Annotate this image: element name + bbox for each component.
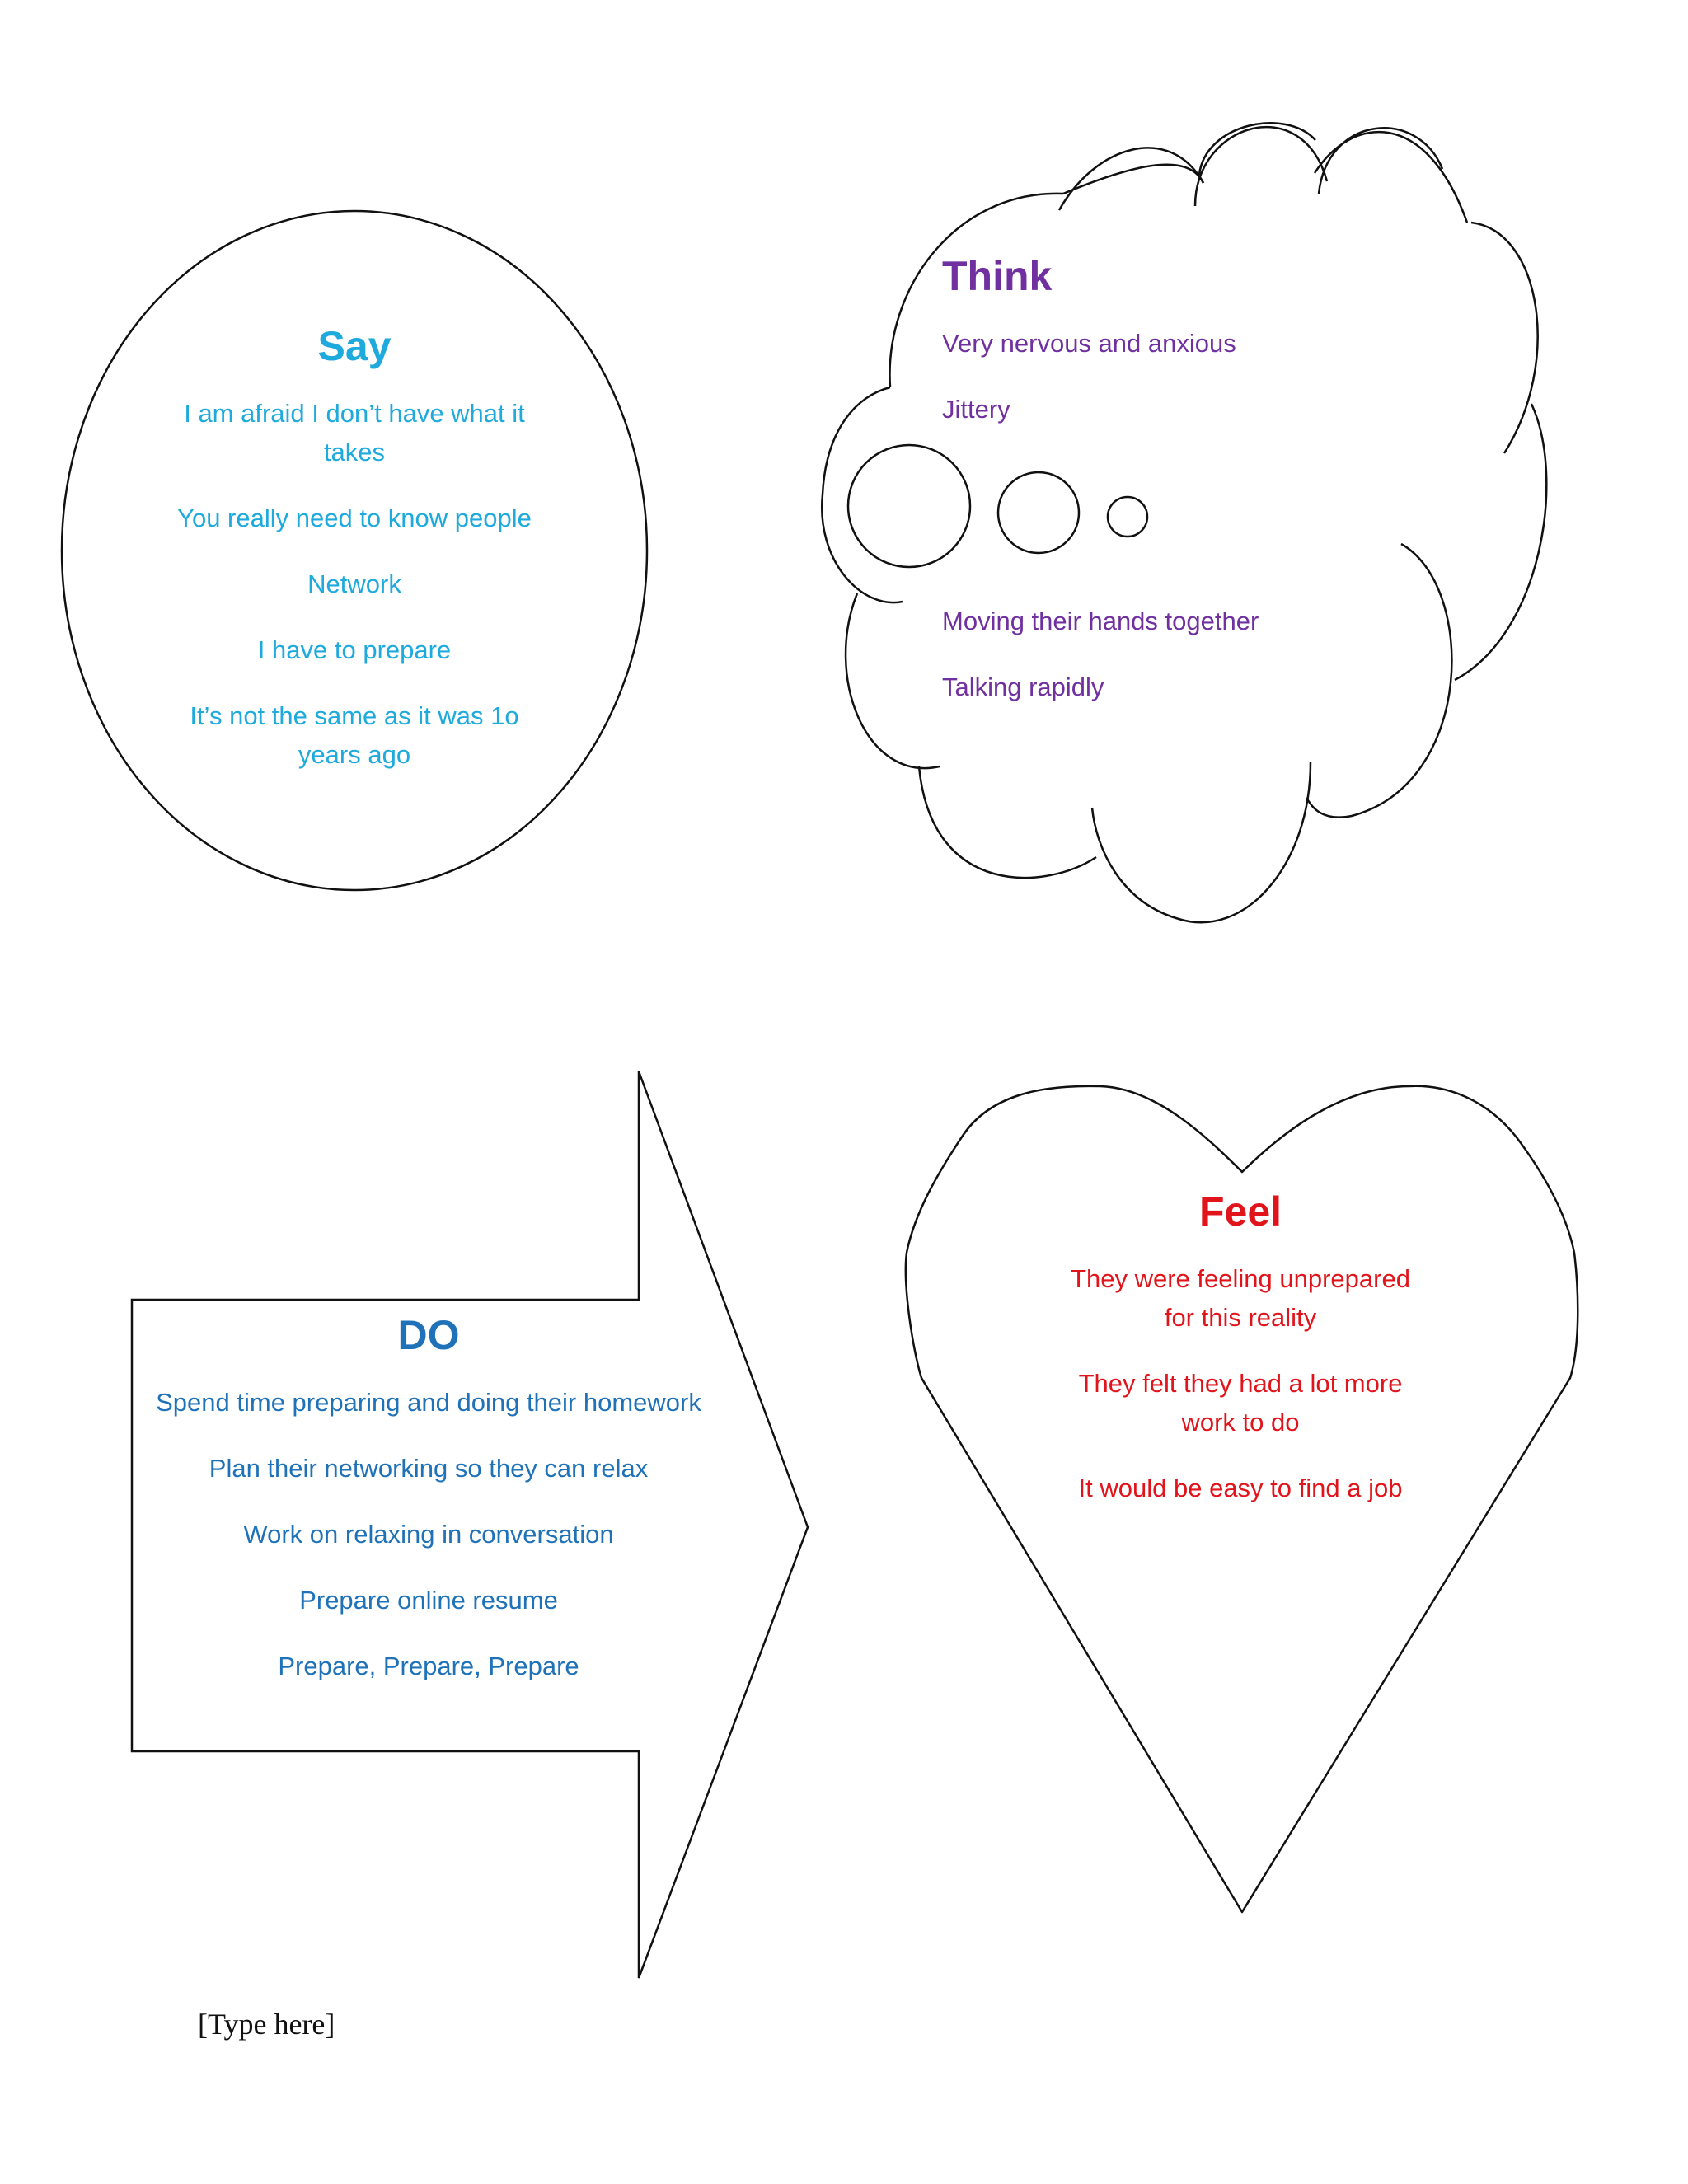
footer-placeholder[interactable]: [Type here] (198, 2008, 335, 2041)
say-line: I have to prepare (257, 635, 452, 664)
say-lines (161, 394, 548, 855)
say-line: I am afraid I don’t have what it takes (184, 399, 525, 466)
think-line: Talking rapidly (942, 673, 1104, 701)
say-line: It’s not the same as it was 1o years ago (190, 701, 519, 769)
say-line: You really need to know people (177, 504, 532, 532)
feel-line: It would be easy to find a job (1078, 1474, 1403, 1502)
say-line: Network (307, 569, 401, 598)
think-line: Jittery (942, 395, 1010, 424)
feel-line: They were feeling unprepared for this reality (1071, 1264, 1410, 1332)
thought-bubble-small (1108, 497, 1147, 537)
say-section (161, 321, 548, 855)
think-section-top (942, 251, 1437, 456)
do-line: Prepare, Prepare, Prepare (278, 1652, 579, 1680)
feel-section (1063, 1187, 1418, 1535)
think-section-bottom (942, 602, 1437, 733)
do-line: Prepare online resume (299, 1586, 558, 1615)
do-line: Spend time preparing and doing their homework (156, 1388, 701, 1417)
do-title: DO (397, 1312, 460, 1358)
think-line: Moving their hands together (942, 607, 1259, 635)
think-thought-cloud (822, 123, 1546, 922)
say-title: Say (317, 323, 392, 369)
do-section (132, 1310, 725, 1713)
think-line: Very nervous and anxious (942, 329, 1236, 358)
thought-bubble-large (848, 445, 970, 567)
thought-bubble-medium (998, 472, 1079, 553)
feel-line: They felt they had a lot more work to do (1078, 1369, 1403, 1436)
think-title: Think (942, 253, 1053, 299)
feel-title: Feel (1198, 1188, 1282, 1235)
do-line: Work on relaxing in conversation (243, 1520, 614, 1549)
do-line: Plan their networking so they can relax (209, 1454, 649, 1483)
